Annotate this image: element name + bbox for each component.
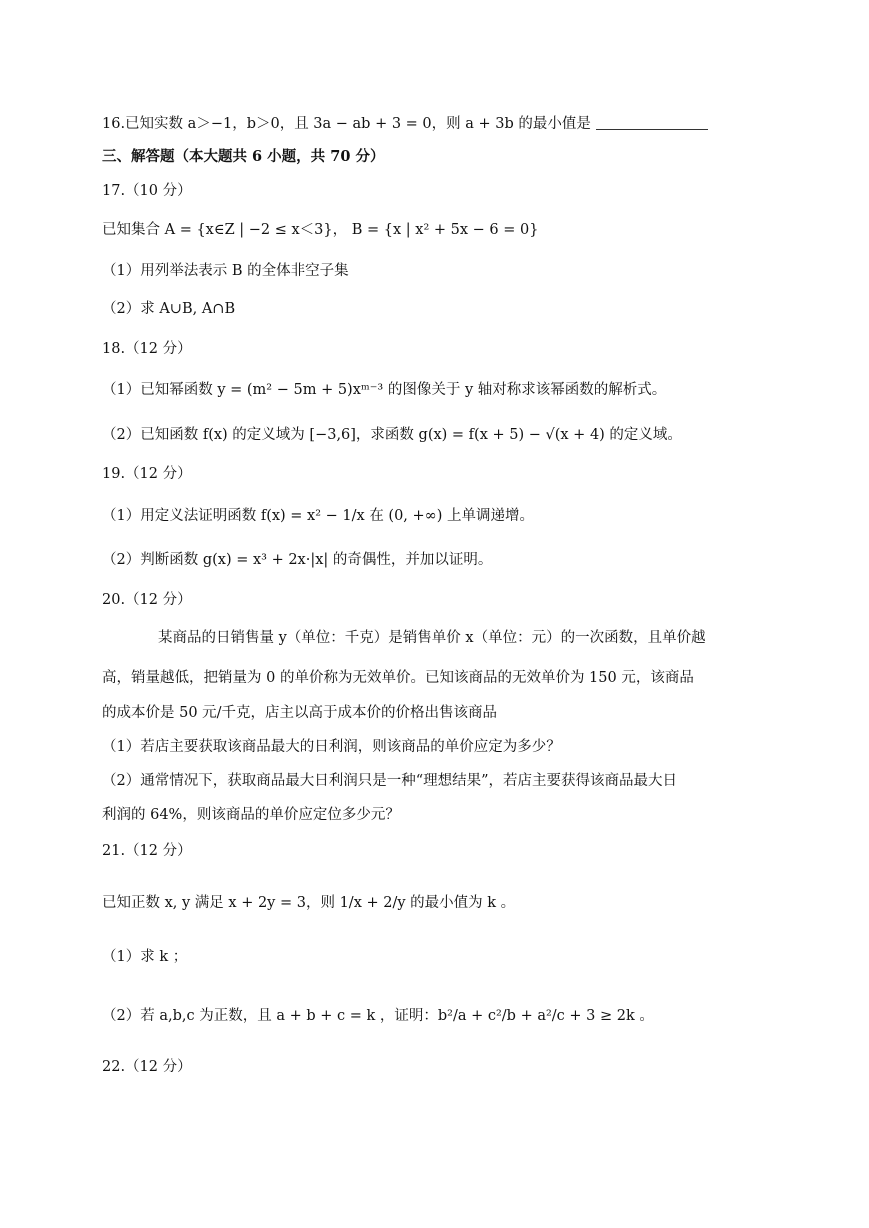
question-20-part-2a: （2）通常情况下，获取商品最大日利润只是一种“理想结果”，若店主要获得该商品最大日	[102, 773, 678, 789]
answer-blank	[596, 115, 708, 130]
section-heading: 三、解答题（本大题共 6 小题，共 70 分）	[102, 148, 385, 165]
question-20-part-1: （1）若店主要获取该商品最大的日利润，则该商品的单价应定为多少？	[102, 739, 561, 755]
question-20-heading: 20.（12 分）	[102, 592, 192, 608]
question-20-line-3: 的成本价是 50 元/千克，店主以高于成本价的价格出售该商品	[102, 705, 498, 721]
question-17-part-1: （1）用列举法表示 B 的全体非空子集	[102, 263, 349, 279]
question-21-heading: 21.（12 分）	[102, 843, 192, 859]
question-17-stem: 已知集合 A = {x∈Z | −2 ≤ x＜3}， B = {x | x² + 5x − 6 = 0}	[102, 222, 539, 238]
question-16-text: 16.已知实数 a＞−1，b＞0，且 3a − ab + 3 = 0，则 a + 3b 的最小值是	[102, 116, 591, 132]
question-17-part-2: （2）求 A∪B, A∩B	[102, 301, 236, 317]
question-18-part-2: （2）已知函数 f(x) 的定义域为 [−3,6]，求函数 g(x) = f(x + 5) − √(x + 4) 的定义域。	[102, 427, 682, 443]
question-21-stem: 已知正数 x, y 满足 x + 2y = 3，则 1/x + 2/y 的最小值为 k 。	[102, 895, 516, 911]
question-21-part-2: （2）若 a,b,c 为正数，且 a + b + c = k ，证明：b²/a + c²/b + a²/c + 3 ≥ 2k 。	[102, 1008, 654, 1024]
question-22-heading: 22.（12 分）	[102, 1059, 192, 1075]
question-16	[102, 113, 769, 135]
question-18-part-1: （1）已知幂函数 y = (m² − 5m + 5)xᵐ⁻³ 的图像关于 y 轴对称求该幂函数的解析式。	[102, 382, 667, 398]
question-19-heading: 19.（12 分）	[102, 466, 192, 482]
question-19-part-2: （2）判断函数 g(x) = x³ + 2x·|x| 的奇偶性，并加以证明。	[102, 552, 493, 568]
question-20-line-1: 某商品的日销售量 y（单位：千克）是销售单价 x（单位：元）的一次函数，且单价越	[158, 630, 706, 646]
question-20-line-2: 高，销量越低，把销量为 0 的单价称为无效单价。已知该商品的无效单价为 150 元，该商品	[102, 670, 694, 686]
question-20-part-2b: 利润的 64%，则该商品的单价应定位多少元？	[102, 807, 400, 823]
question-21-part-1: （1）求 k ；	[102, 949, 188, 965]
question-17-heading: 17.（10 分）	[102, 183, 192, 199]
question-19-part-1: （1）用定义法证明函数 f(x) = x² − 1/x 在 (0, +∞) 上单调递增。	[102, 508, 535, 524]
question-18-heading: 18.（12 分）	[102, 341, 192, 357]
